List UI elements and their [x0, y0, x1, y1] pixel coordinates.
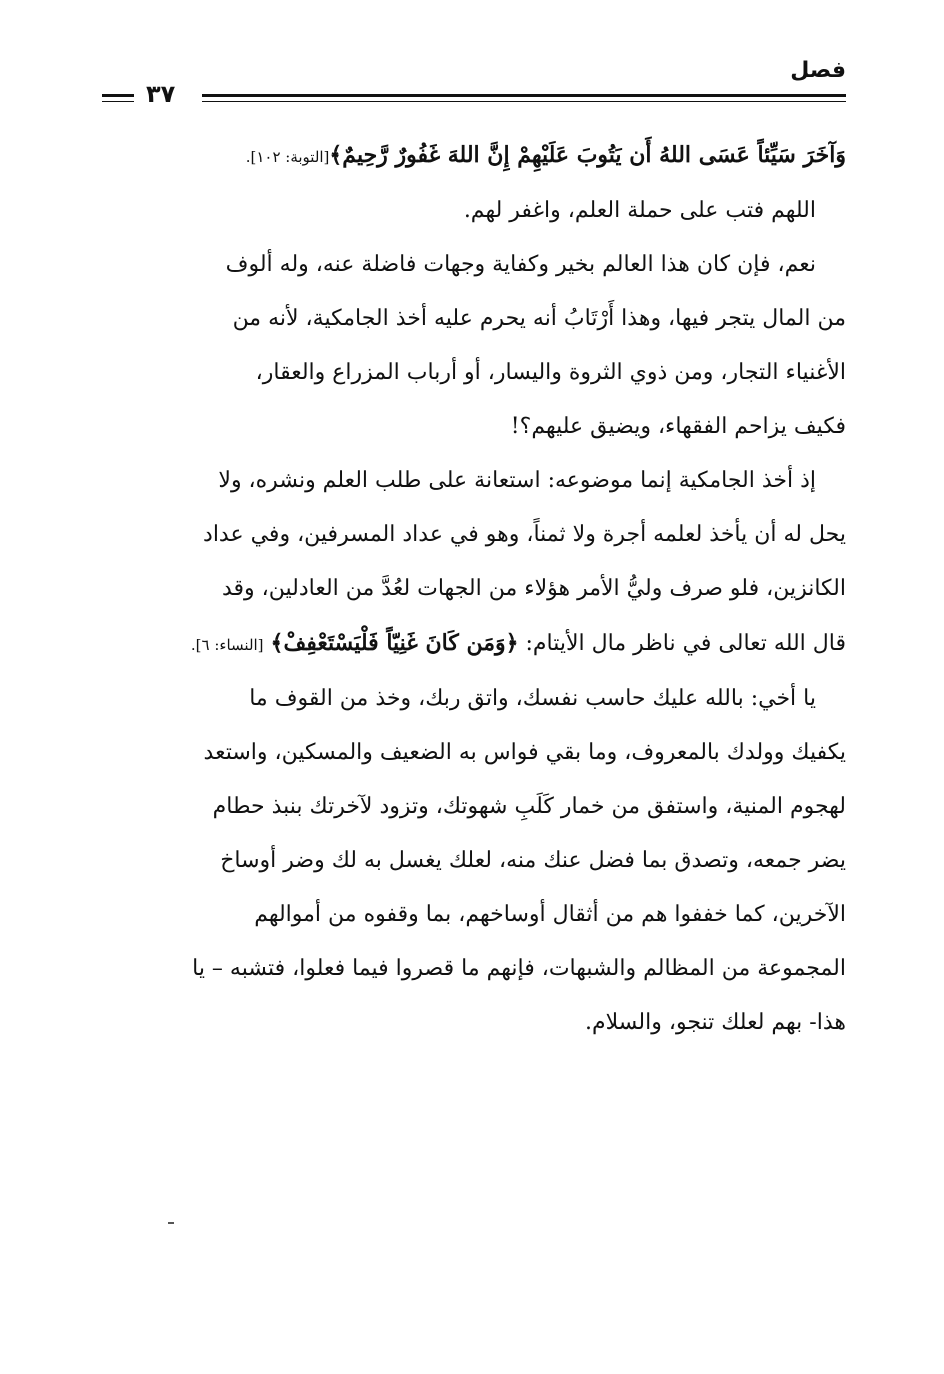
- verse-reference: [النساء: ٦].: [190, 636, 264, 654]
- verse-line: [104, 616, 846, 672]
- text-line: المجموعة من المظالم والشبهات، فإنهم ما قصروا فيما فعلوا، فتشبه – يا: [192, 956, 846, 981]
- verse-reference: [التوبة: ١٠٢].: [245, 148, 330, 166]
- text-line: يضر جمعه، وتصدق بما فضل عنك منه، لعلك يغسل به لك وضر أوساخ: [220, 848, 846, 873]
- page-number-dash: [102, 94, 134, 102]
- text-line: لهجوم المنية، واستفق من خمار كَلَبِ شهوتك، وتزود لآخرتك بنبذ حطام: [212, 794, 846, 819]
- text-line: يكفيك وولدك بالمعروف، وما بقي فواس به الضعيف والمسكين، واستعد: [203, 740, 846, 765]
- text-line: الآخرين، كما خففوا هم من أثقال أوساخهم، بما وقفوه من أموالهم: [254, 902, 846, 927]
- text-line: إذ أخذ الجامكية إنما موضوعه: استعانة على طلب العلم ونشره، ولا: [218, 468, 816, 493]
- text-line: من المال يتجر فيها، وهذا أَرْتَابُ أنه يحرم عليه أخذ الجامكية، لأنه من: [232, 306, 846, 331]
- body-text: [104, 128, 846, 1050]
- text-line: يحل له أن يأخذ لعلمه أجرة ولا ثمناً، وهو في عداد المسرفين، وفي عداد: [203, 522, 846, 547]
- header-rule: [202, 94, 846, 102]
- text-line: الكانزين، فلو صرف وليُّ الأمر هؤلاء من الجهات لعُدَّ من العادلين، وقد: [221, 576, 846, 601]
- text-line: يا أخي: بالله عليك حاسب نفسك، واتق ربك، وخذ من القوف ما: [249, 686, 816, 711]
- text-line: نعم، فإن كان هذا العالم بخير وكفاية وجهات فاضلة عنه، وله ألوف: [225, 252, 816, 277]
- text-line: هذا- بهم لعلك تنجو، والسلام.: [585, 1010, 846, 1035]
- verse-line: [104, 128, 846, 184]
- quran-verse: ﴿وَمَن كَانَ غَنِيّاً فَلْيَسْتَعْفِفْ﴾: [270, 630, 519, 656]
- text-segment: قال الله تعالى في ناظر مال الأيتام:: [525, 631, 846, 656]
- text-line: الأغنياء التجار، ومن ذوي الثروة واليسار، أو أرباب المزراع والعقار،: [255, 360, 846, 385]
- section-title: فصل: [790, 58, 846, 83]
- scan-mark: [168, 1222, 174, 1224]
- page-number: ٣٧: [146, 80, 176, 108]
- quran-verse: وَآخَرَ سَيِّئاً عَسَى اللهُ أَن يَتُوبَ عَلَيْهِمْ إِنَّ اللهَ غَفُورٌ رَّحِيمٌ﴾: [329, 142, 846, 168]
- text-line: فكيف يزاحم الفقهاء، ويضيق عليهم؟!: [510, 414, 846, 439]
- text-line: اللهم فتب على حملة العلم، واغفر لهم.: [463, 198, 816, 223]
